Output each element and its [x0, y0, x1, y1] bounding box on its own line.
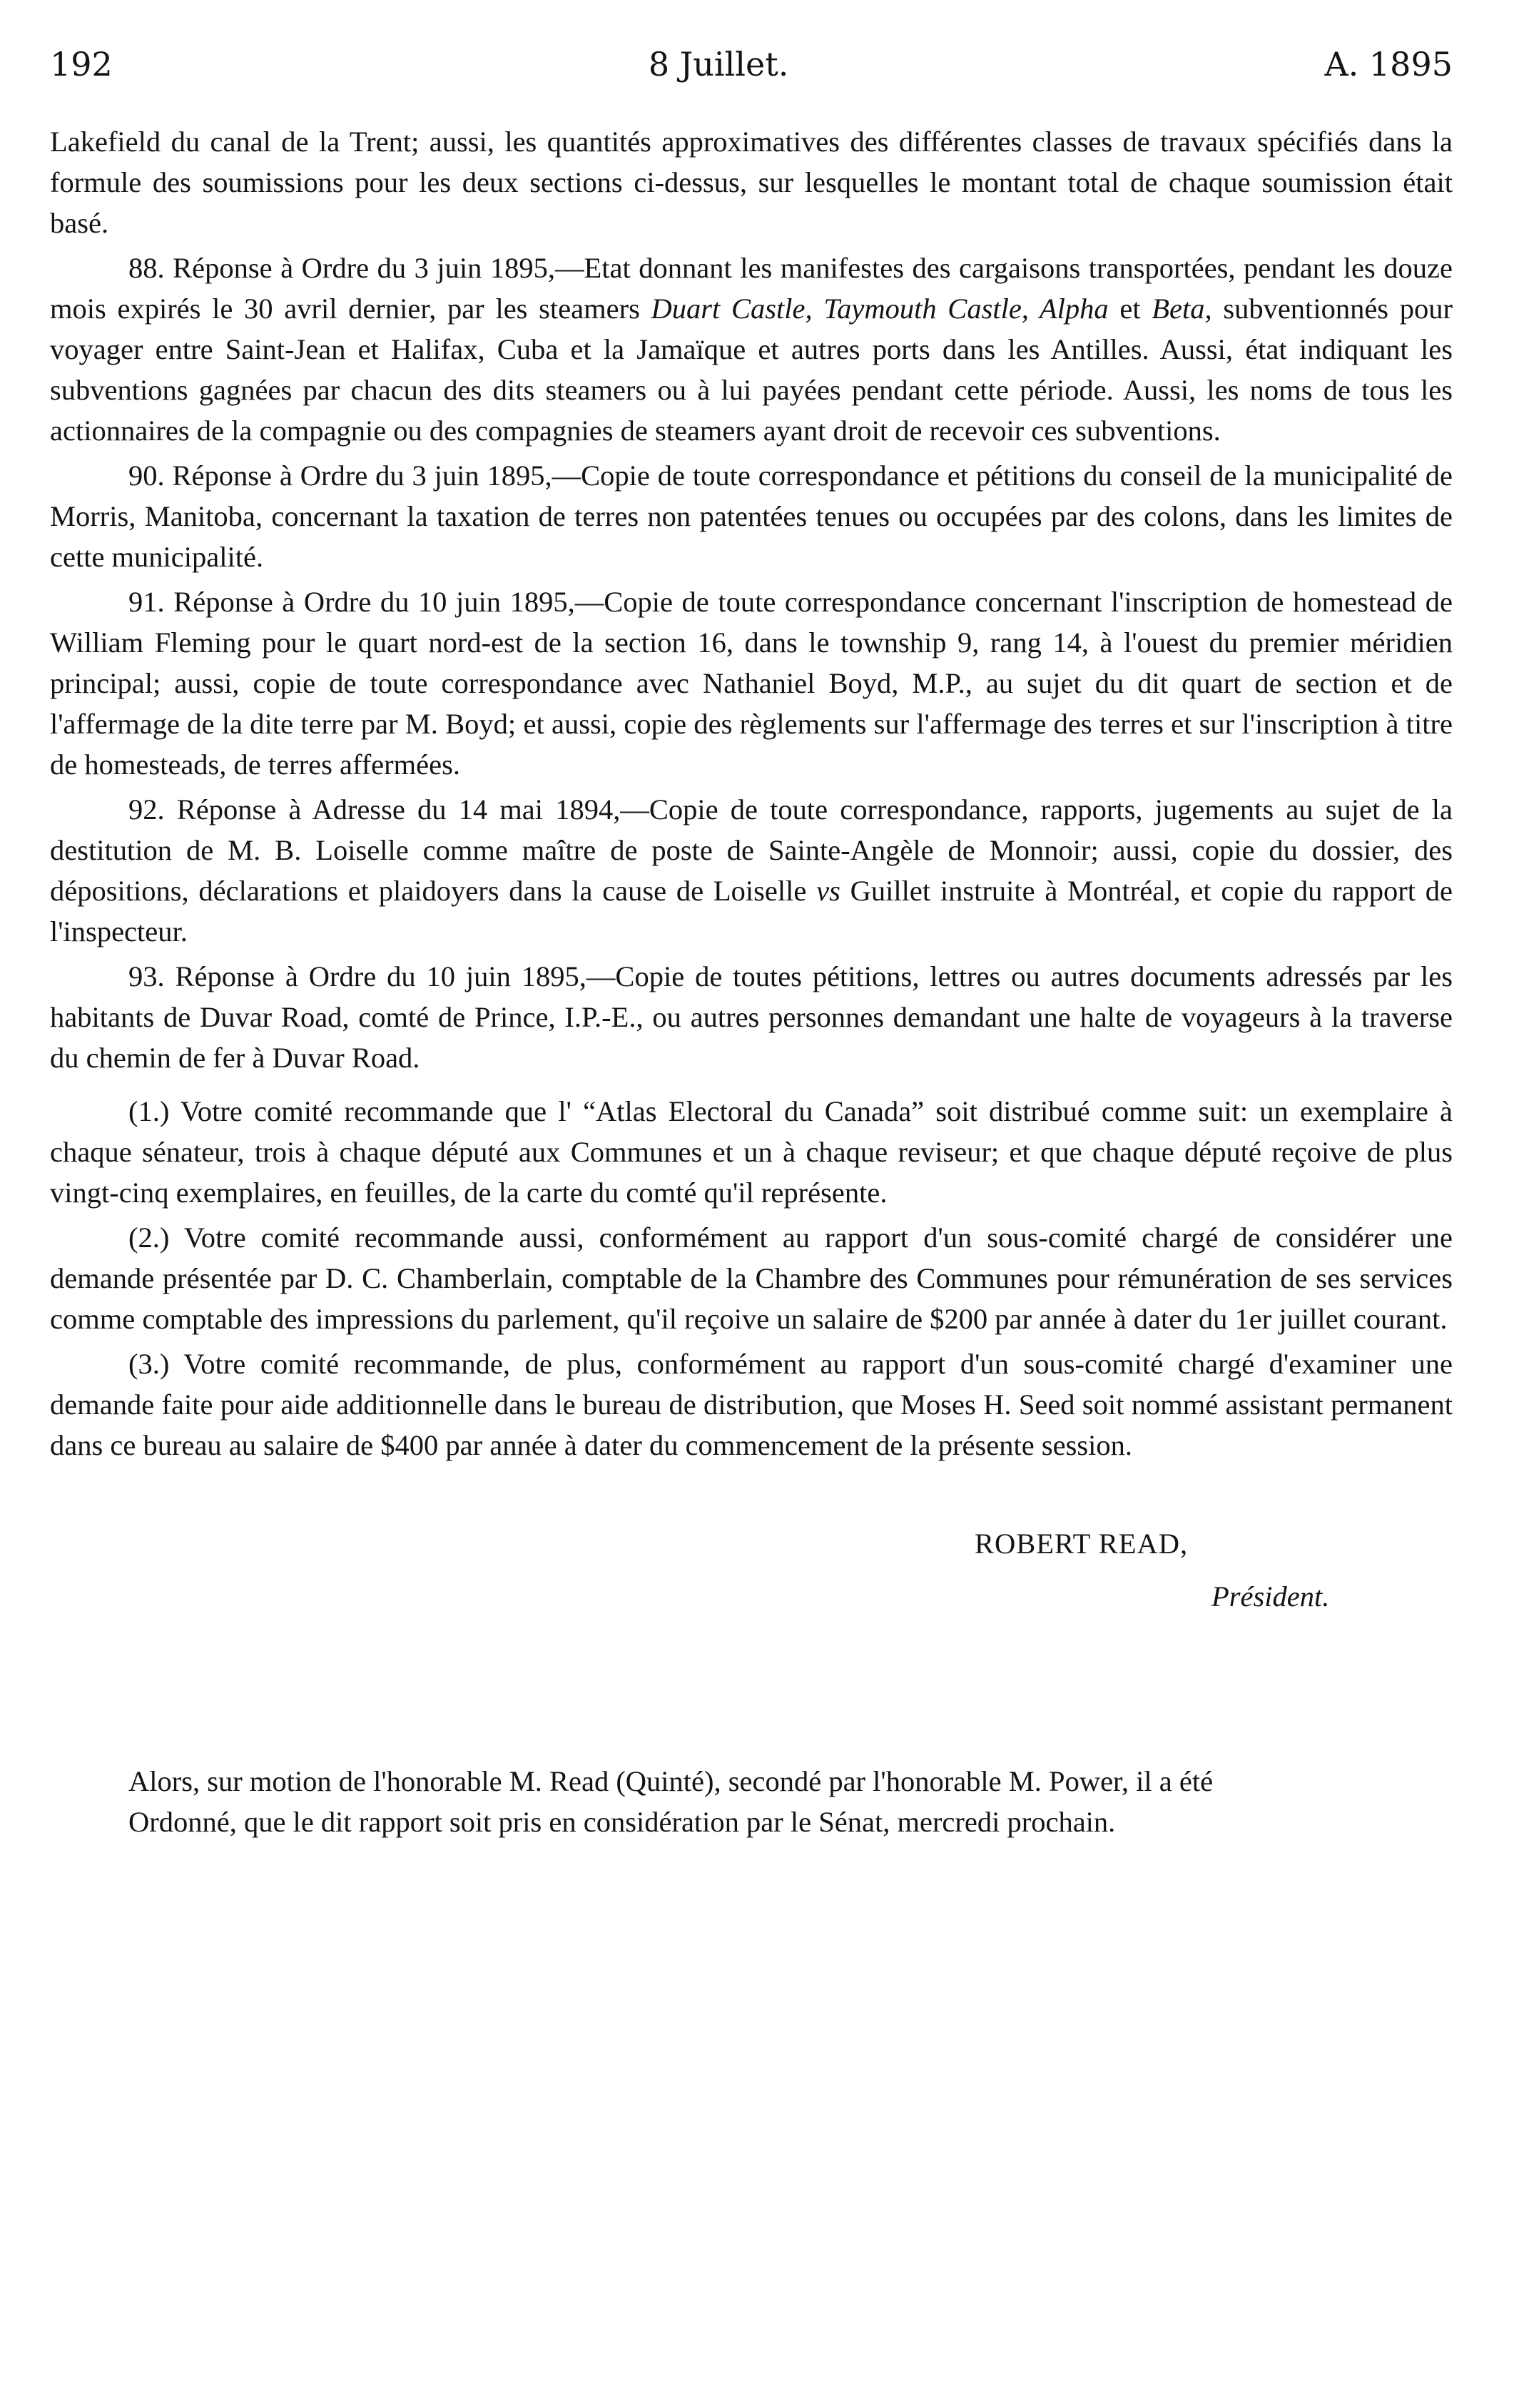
page-number: 192	[50, 45, 113, 83]
paragraph-continuation: Lakefield du canal de la Trent; aussi, les quantités approximatives des différentes classes de travaux spécifiés dans la formule des soumissions pour les deux sections ci-dessus, sur lesquelles le montant total de chaque soumission était basé.	[50, 126, 1453, 239]
signatory-title: Président.	[1211, 1580, 1330, 1612]
item-88-text-b: subventionnés pour voyager entre Saint-Jean et Halifax, Cuba et la Jamaïque et autres ports dans les Antilles. Aussi, état indiquant les subventions gagnées par chacun des dits steamers ou à lui payées pendant cette période. Aussi, les noms de tous les actionnaires de la compagnie ou des compagnies de steamers ayant droit de recevoir ces subventions.	[50, 293, 1453, 447]
signature-block	[50, 1523, 1453, 1618]
paragraph-item-88	[50, 248, 1453, 451]
header-year: A. 1895	[1324, 45, 1453, 83]
item-88-text-a: 88. Réponse à Ordre du 3 juin 1895,—Etat donnant les manifestes des cargaisons transportées, pendant les douze mois expirés le 30 avril dernier, par les steamers	[50, 252, 1453, 325]
closing-order: Ordonné, que le dit rapport soit pris en considération par le Sénat, mercredi prochain.	[128, 1806, 1116, 1838]
recommendation-1: (1.) Votre comité recommande que l' “Atlas Electoral du Canada” soit distribué comme suit: un exemplaire à chaque sénateur, trois à chaque député aux Communes et un à chaque reviseur; et que chaque député reçoive de plus vingt-cinq exemplaires, en feuilles, de la carte du comté qu'il représente.	[50, 1095, 1453, 1209]
paragraph-item-92	[50, 789, 1453, 952]
paragraph-item-90: 90. Réponse à Ordre du 3 juin 1895,—Copie de toute correspondance et pétitions du conseil de la municipalité de Morris, Manitoba, concernant la taxation de terres non patentées tenues ou occupées par des colons, dans les limites de cette municipalité.	[50, 459, 1453, 573]
page-header	[50, 43, 1453, 86]
closing-motion: Alors, sur motion de l'honorable M. Read (Quinté), secondé par l'honorable M. Power, il a été	[128, 1765, 1214, 1797]
signatory-name: ROBERT READ,	[975, 1528, 1189, 1560]
recommendation-3: (3.) Votre comité recommande, de plus, conformément au rapport d'un sous-comité chargé d'examiner une demande faite pour aide additionnelle dans le bureau de distribution, que Moses H. Seed soit nommé assistant permanent dans ce bureau au salaire de $400 par année à dater du commencement de la présente session.	[50, 1348, 1453, 1461]
body-text	[50, 121, 1453, 1465]
item-88-ship-beta: Beta,	[1152, 293, 1212, 325]
paragraph-item-93: 93. Réponse à Ordre du 10 juin 1895,—Copie de toutes pétitions, lettres ou autres documents adressés par les habitants de Duvar Road, comté de Prince, I.P.-E., ou autres personnes demandant une halte de voyageurs à la traverse du chemin de fer à Duvar Road.	[50, 960, 1453, 1074]
item-92-vs: vs	[816, 875, 840, 907]
closing-section	[50, 1761, 1453, 1842]
recommendation-2: (2.) Votre comité recommande aussi, conformément au rapport d'un sous-comité chargé de considérer une demande présentée par D. C. Chamberlain, comptable de la Chambre des Communes pour rémunération de ses services comme comptable des impressions du parlement, qu'il reçoive un salaire de $200 par année à dater du 1er juillet courant.	[50, 1221, 1453, 1335]
item-88-ship-names: Duart Castle, Taymouth Castle, Alpha	[651, 293, 1109, 325]
item-92-text-b: Guillet instruite à Montréal, et copie du rapport de l'inspecteur.	[50, 875, 1453, 948]
header-date: 8 Juillet.	[648, 45, 789, 83]
item-92-text-a: 92. Réponse à Adresse du 14 mai 1894,—Copie de toute correspondance, rapports, jugements au sujet de la destitution de M. B. Loiselle comme maître de poste de Sainte-Angèle de Monnoir; aussi, copie du dossier, des dépositions, déclarations et plaidoyers dans la cause de Loiselle	[50, 793, 1453, 907]
item-88-and: et	[1108, 293, 1152, 325]
document-page	[50, 43, 1453, 1842]
paragraph-item-91: 91. Réponse à Ordre du 10 juin 1895,—Copie de toute correspondance concernant l'inscription de homestead de William Fleming pour le quart nord-est de la section 16, dans le township 9, rang 14, à l'ouest du premier méridien principal; aussi, copie de toute correspondance avec Nathaniel Boyd, M.P., au sujet du dit quart de section et de l'affermage de la dite terre par M. Boyd; et aussi, copie des règlements sur l'affermage des terres et sur l'inscription à titre de homesteads, de terres affermées.	[50, 586, 1453, 781]
